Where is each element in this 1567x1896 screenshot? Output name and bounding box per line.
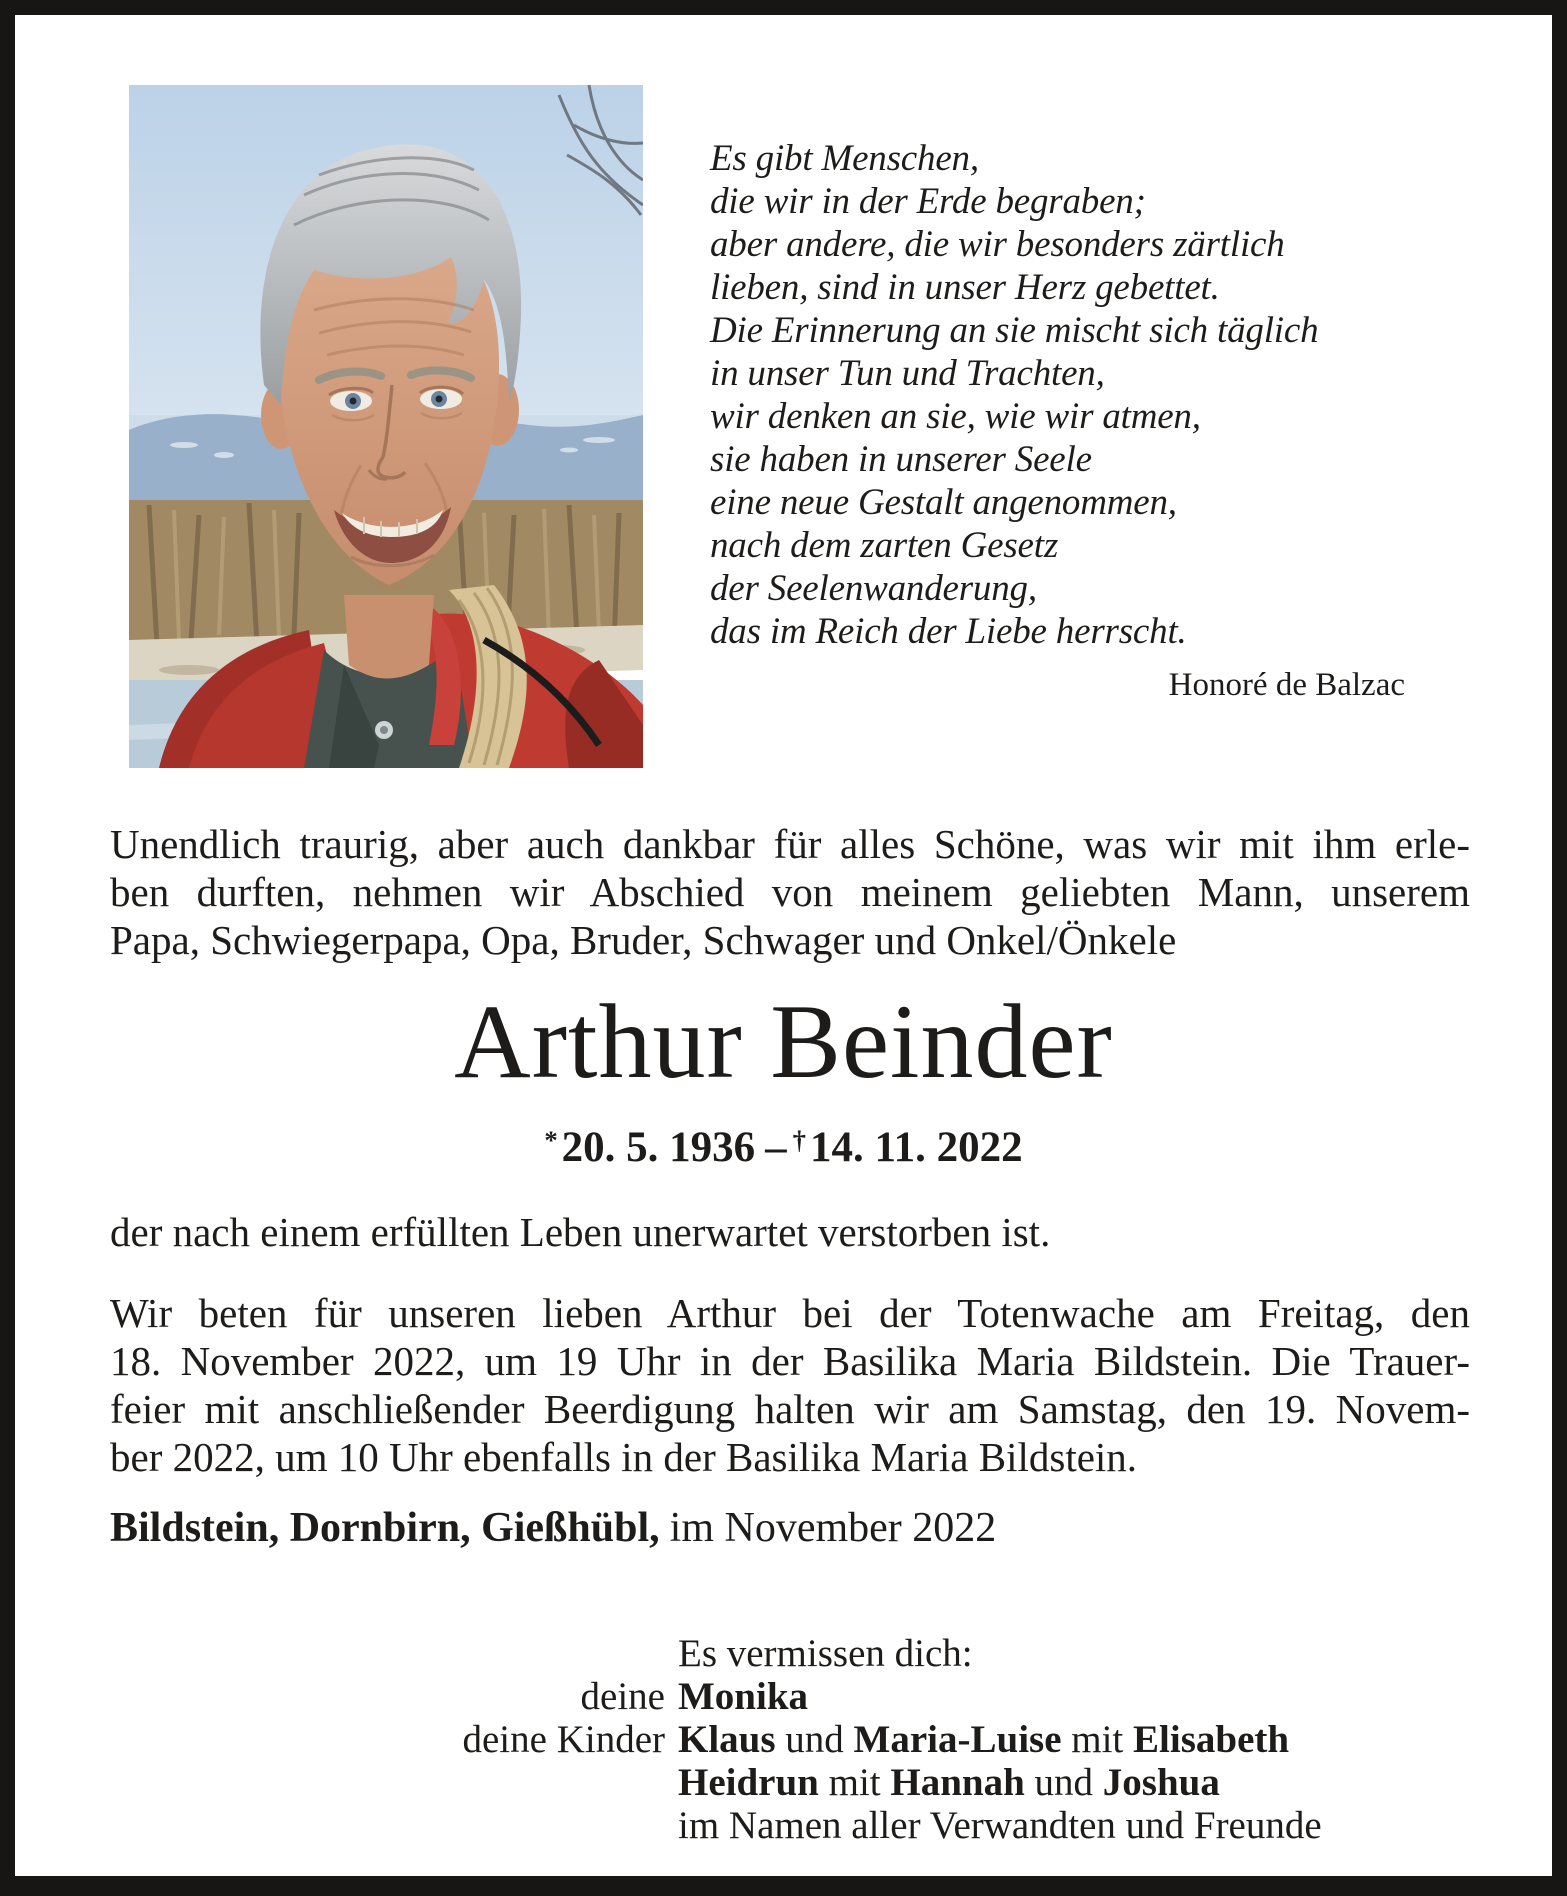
mourner-name: Monika — [678, 1675, 809, 1718]
mourner-rows — [110, 1675, 1480, 1847]
mourner-row — [110, 1718, 1480, 1761]
poem-line: der Seelenwanderung, — [710, 568, 1037, 609]
paragraph-line: feier mit anschließender Beerdigung halten wir am Samstag, den 19. Novem- — [110, 1386, 1470, 1432]
mourner-relation-prefix: deine — [580, 1675, 665, 1718]
portrait-photo — [129, 85, 643, 768]
paragraph-line: ben durften, nehmen wir Abschied von meinem geliebten Mann, unserem — [110, 869, 1470, 915]
paragraph-line: Papa, Schwiegerpapa, Opa, Bruder, Schwager und Onkel/Önkele — [110, 917, 1177, 963]
mourner-row — [110, 1761, 1480, 1804]
mourner-name: Elisabeth — [1133, 1718, 1290, 1761]
mourner-connector: mit — [1061, 1718, 1134, 1761]
paragraph-line: Wir beten für unseren lieben Arthur bei der Totenwache am Freitag, den — [110, 1290, 1470, 1336]
closing-heading: Es vermissen dich: — [678, 1632, 973, 1675]
closing-heading-prefix — [110, 1632, 665, 1675]
mourner-connector: und — [775, 1718, 854, 1761]
mourner-names — [678, 1675, 808, 1718]
mourner-names — [678, 1804, 1322, 1847]
mourner-name: Klaus — [678, 1718, 776, 1761]
service-paragraph — [110, 1289, 1470, 1481]
intro-paragraph — [110, 820, 1470, 964]
birth-date: 20. 5. 1936 — [561, 1123, 756, 1171]
paragraph-line: 18. November 2022, um 19 Uhr in der Basilika Maria Bildstein. Die Trauer- — [110, 1338, 1470, 1384]
poem-line: nach dem zarten Gesetz — [710, 525, 1059, 566]
mourner-names — [678, 1761, 1220, 1804]
poem-attribution: Honoré de Balzac — [1168, 667, 1405, 703]
mourner-name: Hannah — [890, 1761, 1025, 1804]
mourner-relation-prefix — [110, 1761, 665, 1804]
month-note: im November 2022 — [669, 1505, 997, 1551]
death-symbol: † — [792, 1125, 806, 1155]
mourner-row — [110, 1675, 1480, 1718]
paragraph-line: Unendlich traurig, aber auch dankbar für alles Schöne, was wir mit ihm erle- — [110, 821, 1470, 867]
poem-line: eine neue Gestalt angenommen, — [710, 482, 1177, 523]
mourner-relation-prefix: deine Kinder — [462, 1718, 665, 1761]
poem-line: die wir in der Erde begraben; — [710, 181, 1146, 222]
mourner-name: Heidrun — [678, 1761, 819, 1804]
poem-line: wir denken an sie, wie wir atmen, — [710, 396, 1201, 437]
poem-line: aber andere, die wir besonders zärtlich — [710, 224, 1285, 265]
death-note: der nach einem erfüllten Leben unerwartet verstorben ist. — [110, 1209, 1051, 1255]
deceased-name: Arthur Beinder — [454, 983, 1113, 1100]
portrait-photo-scene — [129, 85, 643, 768]
place-date-line — [110, 1503, 996, 1553]
poem-line: in unser Tun und Trachten, — [710, 353, 1105, 394]
mourner-name: Joshua — [1102, 1761, 1220, 1804]
poem-line: das im Reich der Liebe herrscht. — [710, 611, 1187, 652]
mourner-connector: mit — [818, 1761, 891, 1804]
date-separator: – — [765, 1123, 787, 1171]
death-date: 14. 11. 2022 — [810, 1123, 1023, 1171]
mourners-block — [110, 1632, 1480, 1847]
mourner-connector: im Namen aller Verwandten und Freunde — [678, 1804, 1322, 1847]
poem-line: lieben, sind in unser Herz gebettet. — [710, 267, 1220, 308]
mourner-names — [678, 1718, 1289, 1761]
place-names: Bildstein, Dornbirn, Gießhübl, — [110, 1505, 660, 1551]
poem-line: sie haben in unserer Seele — [710, 439, 1092, 480]
mourner-relation-prefix — [110, 1804, 665, 1847]
poem-lines — [710, 137, 1405, 653]
memorial-poem — [710, 137, 1405, 703]
closing-heading-row — [110, 1632, 1480, 1675]
mourner-connector: und — [1024, 1761, 1103, 1804]
paragraph-line: ber 2022, um 10 Uhr ebenfalls in der Basilika Maria Bildstein. — [110, 1434, 1138, 1480]
life-dates — [15, 1115, 1552, 1173]
poem-line: Es gibt Menschen, — [710, 138, 979, 179]
mourner-name: Maria-Luise — [853, 1718, 1062, 1761]
birth-symbol: * — [544, 1125, 558, 1155]
poem-line: Die Erinnerung an sie mischt sich täglich — [710, 310, 1319, 351]
mourner-row — [110, 1804, 1480, 1847]
